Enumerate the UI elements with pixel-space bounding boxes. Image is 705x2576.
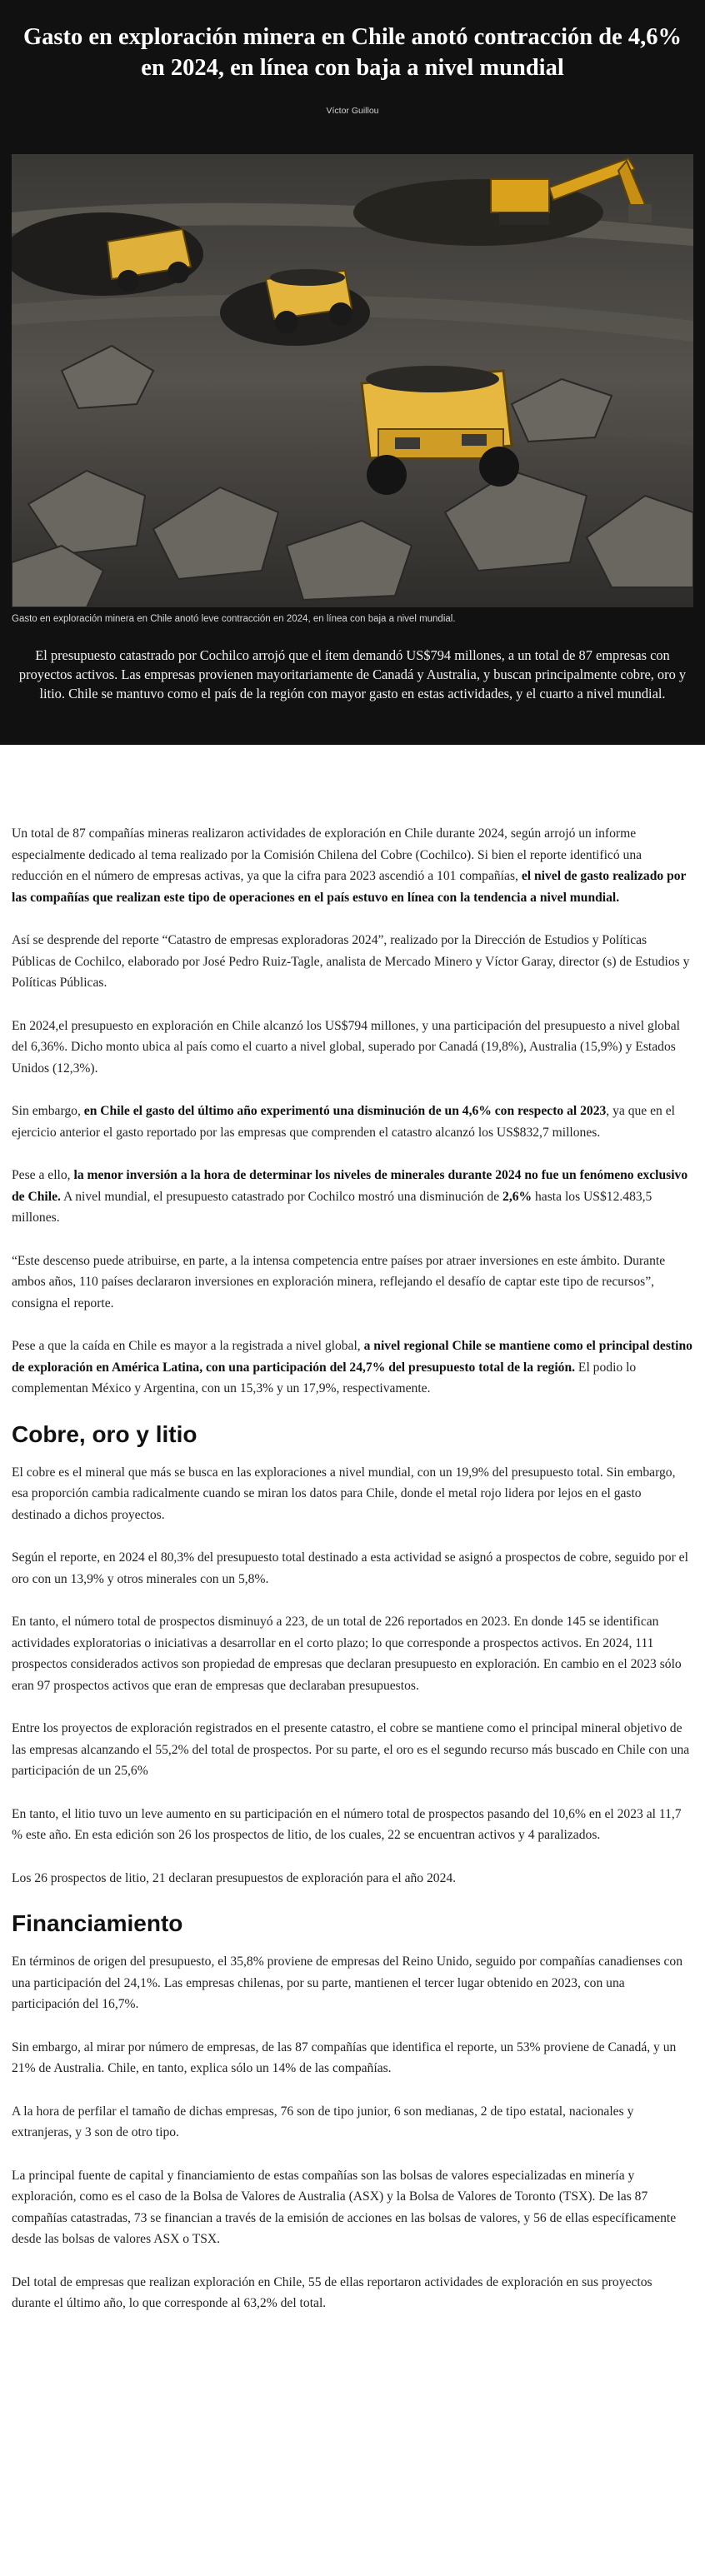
paragraph: Los 26 prospectos de litio, 21 declaran presupuestos de exploración para el año 2024. (12, 1870, 457, 1885)
paragraph (12, 1335, 693, 1400)
mining-site-photo (12, 154, 693, 607)
paragraph-text: A nivel mundial, el presupuesto catastrado por Cochilco mostró una disminución de (60, 1189, 503, 1204)
paragraph-highlight: la menor inversión a la hora de determinar los niveles de minerales durante 2024 no fue un fenómeno exclusivo de Chile. (12, 1168, 688, 1204)
paragraph-highlight: el nivel de gasto realizado por las compañías que realizan este tipo de operaciones en el país estuvo en línea con la tendencia a nivel mundial. (12, 869, 687, 905)
photo-caption: Gasto en exploración minera en Chile anotó leve contracción en 2024, en línea con baja a nivel mundial. (12, 614, 456, 624)
article-body (0, 745, 705, 2369)
author-name[interactable]: Víctor Guillou (326, 106, 379, 116)
paragraph (12, 823, 693, 908)
paragraph-text: Pese a que la caída en Chile es mayor a la registrada a nivel global, (12, 1339, 364, 1353)
paragraph-highlight: en Chile el gasto del último año experimentó una disminución de un 4,6% con respecto al 2023 (83, 1104, 607, 1118)
paragraph: En 2024,el presupuesto en exploración en Chile alcanzó los US$794 millones, y una participación del presupuesto a nivel global del 6,36%. Dicho monto ubica al país como el cuarto a nivel global, superado por Canadá (19,8%), Australia (15,9%) y Estados Unidos (12,3%). (12, 1018, 681, 1076)
paragraph-text: Sin embargo, (12, 1104, 84, 1118)
section-heading-financiamiento: Financiamiento (12, 1910, 183, 1936)
section-heading-cobre: Cobre, oro y litio (12, 1420, 198, 1447)
article-title: Gasto en exploración minera en Chile anotó contracción de 4,6% en 2024, en línea con baja a nivel mundial (22, 24, 682, 81)
paragraph: A la hora de perfilar el tamaño de dichas empresas, 76 son de tipo junior, 6 son medianas, 2 de tipo estatal, nacionales y extranjeras, y 3 son de otro tipo. (12, 2104, 634, 2139)
paragraph-highlight: 2,6% (502, 1189, 532, 1204)
paragraph: Sin embargo, al mirar por número de empresas, de las 87 compañías que identifica el reporte, un 53% proviene de Canadá, y un 21% de Australia. Chile, en tanto, explica sólo un 14% de las compañías. (12, 2039, 677, 2075)
article-hero (0, 0, 705, 745)
paragraph: El cobre es el mineral que más se busca en las exploraciones a nivel mundial, con un 19,9% del presupuesto total. Sin embargo, esa proporción cambia radicalmente cuando se miran los datos para Chile, donde el metal rojo lidera por lejos en el gasto destinado a dichos proyectos. (12, 1465, 676, 1522)
paragraph-text: El podio lo complementan México y Argentina, con un 15,3% y un 17,9%, respectivamente. (12, 1360, 637, 1395)
paragraph: Del total de empresas que realizan exploración en Chile, 55 de ellas reportaron actividades de exploración en sus proyectos durante el último año, lo que corresponde al 63,2% del total. (12, 2274, 652, 2310)
paragraph: En tanto, el número total de prospectos disminuyó a 223, de un total de 226 reportados en 2023. En donde 145 se identifican actividades exploratorias o iniciativas a desarrollar en el corto plazo; lo que corresponde a prospectos activos. En 2024, 111 prospectos considerados activos son propiedad de empresas que declaran presupuesto en exploración. En cambio en el 2023 sólo eran 97 prospectos activos que eran de empresas que declaraban presupuestos. (12, 1615, 682, 1693)
paragraph: Así se desprende del reporte “Catastro de empresas exploradoras 2024”, realizado por la Dirección de Estudios y Políticas Públicas de Cochilco, elaborado por José Pedro Ruiz-Tagle, analista de Mercado Minero y Víctor Garay, director (s) de Estudios y Políticas Públicas. (12, 933, 690, 990)
paragraph: “Este descenso puede atribuirse, en parte, a la intensa competencia entre países por atraer inversiones en este ámbito. Durante ambos años, 110 países declararon inversiones en exploración minera, reflejando el desafío de captar este tipo de recursos”, consigna el reporte. (12, 1253, 666, 1310)
paragraph: La principal fuente de capital y financiamiento de estas compañías son las bolsas de valores especializadas en minería y exploración, como es el caso de la Bolsa de Valores de Australia (ASX) y la Bolsa de Valores de Toronto (TSX). De las 87 compañías catastradas, 73 se financian a través de la emisión de acciones en las bolsas de valores, y 56 de ellas específicamente desde las bolsas de valores ASX o TSX. (12, 2168, 677, 2246)
paragraph-text: hasta los US$12.483,5 millones. (12, 1189, 652, 1225)
paragraph-highlight: a nivel regional Chile se mantiene como el principal destino de exploración en América Latina, con una participación del 24,7% del presupuesto total de la región. (12, 1339, 692, 1375)
article-summary: El presupuesto catastrado por Cochilco arrojó que el ítem demandó US$794 millones, a un total de 87 empresas con proyectos activos. Las empresas provienen mayoritariamente de Canadá y Australia, y buscan principalmente cobre, oro y litio. Chile se mantuvo como el país de la región con mayor gasto en estas actividades, y el cuarto a nivel mundial. (18, 647, 687, 701)
paragraph (12, 1101, 693, 1143)
paragraph: Según el reporte, en 2024 el 80,3% del presupuesto total destinado a esta actividad se asignó a prospectos de cobre, seguido por el oro con un 13,9% y otros minerales con un 5,8%. (12, 1550, 688, 1586)
paragraph: En tanto, el litio tuvo un leve aumento en su participación en el número total de prospectos pasando del 10,6% en el 2023 al 11,7 % este año. En esta edición son 26 los prospectos de litio, de los cuales, 22 se encuentran activos y 4 paralizados. (12, 1806, 682, 1842)
paragraph-text: Un total de 87 compañías mineras realizaron actividades de exploración en Chile durante 2024, según arrojó un informe especialmente dedicado al tema realizado por la Comisión Chilena del Cobre (Cochilco). Si bien el reporte identificó una reducción en el número de empresas activas, ya que la cifra para 2023 ascendió a 101 compañías, (12, 826, 642, 883)
paragraph (12, 1165, 693, 1229)
paragraph: Entre los proyectos de exploración registrados en el presente catastro, el cobre se mantiene como el principal mineral objetivo de las empresas alcanzando el 55,2% del total de prospectos. Por su parte, el oro es el segundo recurso más buscado en Chile con una participación de un 25,6% (12, 1721, 690, 1778)
paragraph-text: , ya que en el ejercicio anterior el gasto reportado por las empresas que comprenden el catastro alcanzó los US$832,7 millones. (12, 1104, 675, 1140)
paragraph-text: Pese a ello, (12, 1168, 74, 1182)
paragraph: En términos de origen del presupuesto, el 35,8% proviene de empresas del Reino Unido, seguido por compañías canadienses con una participación del 24,1%. Las empresas chilenas, por su parte, mantienen el tercer lugar obtenido en 2023, con una participación del 16,7%. (12, 1954, 683, 2011)
